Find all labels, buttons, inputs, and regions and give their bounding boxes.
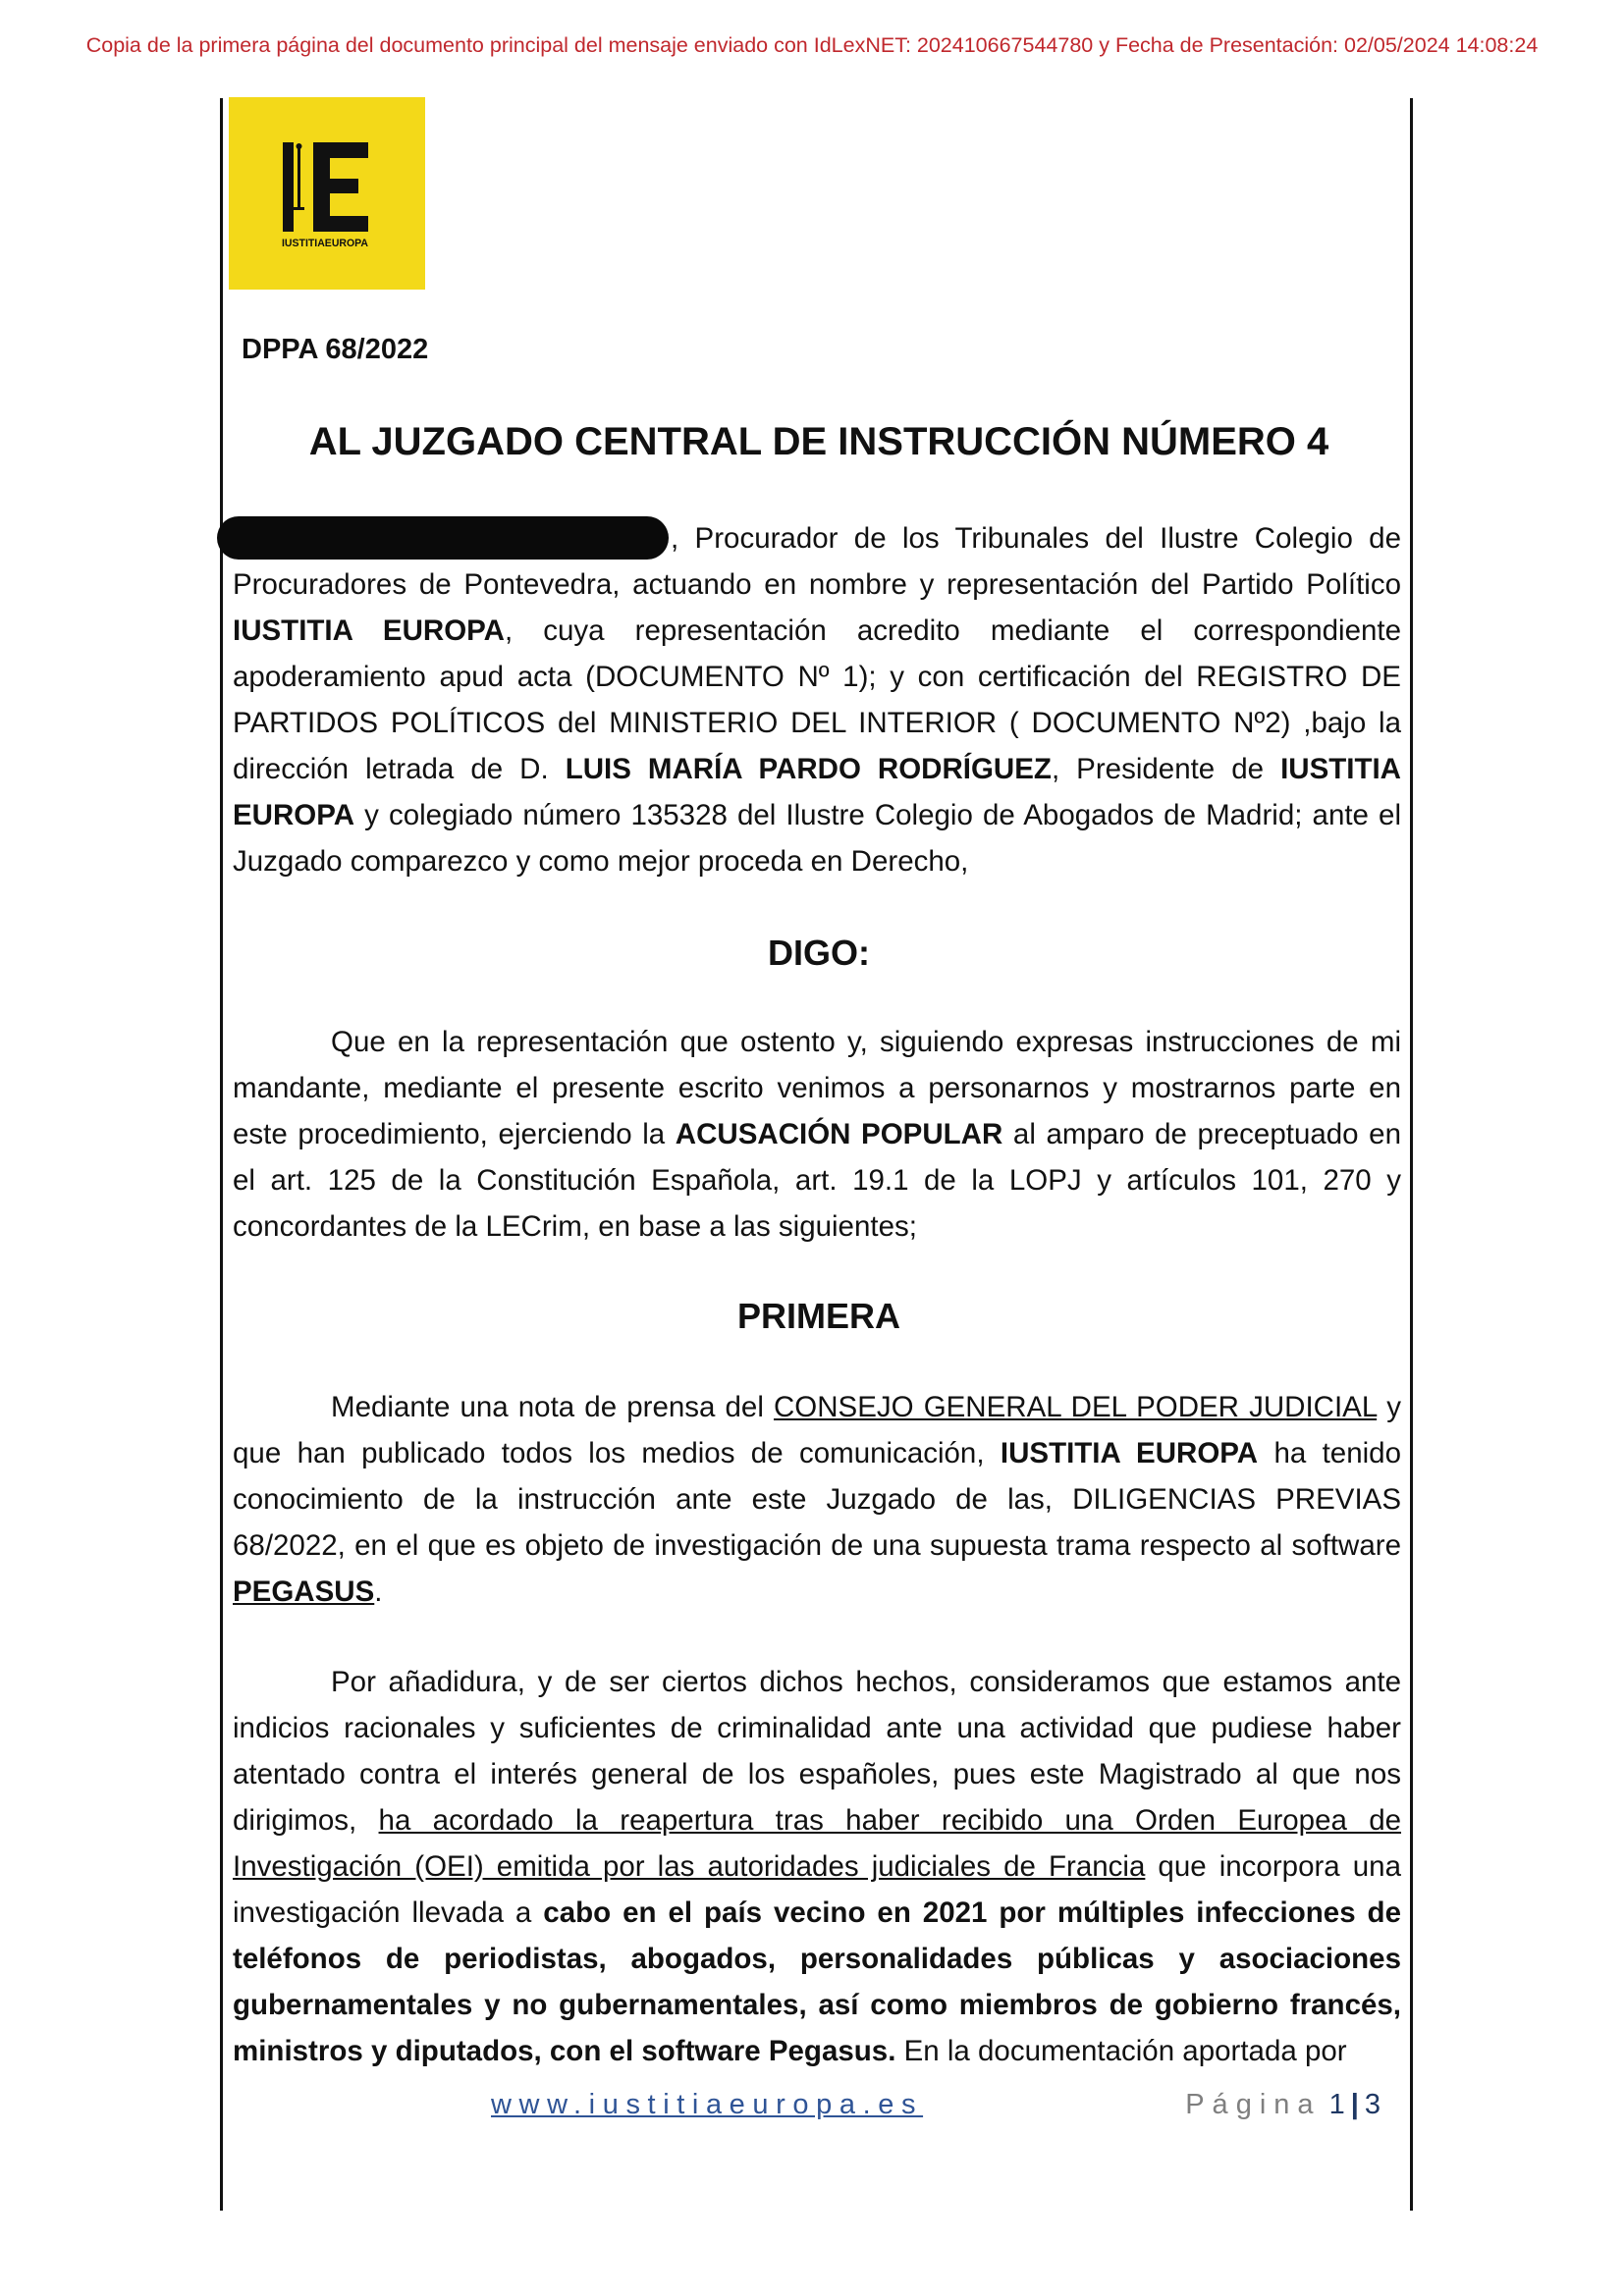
bold-run: IUSTITIA EUROPA <box>233 753 1401 831</box>
current-page: 1 <box>1328 2089 1345 2120</box>
primera-paragraph-2 <box>233 1659 1401 2074</box>
digo-heading: DIGO: <box>768 933 870 973</box>
text-run: , Presidente de <box>1051 753 1281 785</box>
svg-text:IUSTITIAEUROPA: IUSTITIAEUROPA <box>282 238 369 249</box>
text-run: y colegiado número 135328 del Ilustre Colegio de Abogados de Madrid; ante el Juzgado comparezco y como mejor proceda en Derecho, <box>233 799 1401 878</box>
website-link[interactable]: www.iustitiaeuropa.es <box>491 2089 924 2120</box>
text-run: y que han publicado todos los medios de comunicación, <box>233 1391 1401 1469</box>
text-run: que incorpora una investigación llevada a <box>233 1850 1401 1929</box>
primera-heading: PRIMERA <box>736 1296 900 1336</box>
header-stamp: Copia de la primera página del documento principal del mensaje enviado con IdLexNET: 202410667544780 y Fecha de Presentación: 02/05/2024 14:08:24 <box>85 33 1539 57</box>
redacted-name <box>217 516 669 560</box>
total-pages: 3 <box>1364 2089 1380 2120</box>
text-run: Por añadidura, y de ser ciertos dichos hechos, consideramos que estamos ante indicios racionales y suficientes de criminalidad ante una actividad que pudiese haber atentado contra el interés general de los españoles, pues este Magistrado al que nos dirigimos, <box>233 1666 1401 1837</box>
page-footer <box>233 2089 1405 2128</box>
digo-paragraph <box>233 1019 1401 1250</box>
page-label: Página <box>1185 2089 1322 2120</box>
scales-of-justice-icon <box>294 143 304 210</box>
document-title: AL JUZGADO CENTRAL DE INSTRUCCIÓN NÚMERO 4 <box>308 420 1329 463</box>
left-margin-line <box>220 98 223 2211</box>
bold-run: cabo en el país vecino en 2021 por múltiples infecciones de teléfonos de periodistas, abogados, personalidades públicas y asociaciones gubernamentales y no gubernamentales, así como miembros de gobierno francés, ministros y diputados, con el software Pegasus. <box>233 1896 1401 2067</box>
document-reference: DPPA 68/2022 <box>242 334 429 365</box>
underlined-run: CONSEJO GENERAL DEL PODER JUDICIAL <box>773 1391 1378 1423</box>
text-run: Mediante una nota de prensa del <box>331 1391 774 1423</box>
bold-run: IUSTITIA EUROPA <box>233 614 505 647</box>
right-margin-line <box>1410 98 1413 2211</box>
text-run: En la documentación aportada por <box>895 2035 1347 2067</box>
bold-run: IUSTITIA EUROPA <box>1000 1437 1259 1469</box>
text-run: , Procurador de los Tribunales del Ilustre Colegio de Procuradores de Pontevedra, actuando en nombre y representación del Partido Político <box>233 522 1401 601</box>
bold-run: ACUSACIÓN POPULAR <box>675 1118 1003 1150</box>
intro-paragraph <box>233 515 1401 884</box>
page-separator: | <box>1350 2089 1359 2120</box>
bold-underlined-run: PEGASUS <box>233 1575 375 1608</box>
bold-run: LUIS MARÍA PARDO RODRÍGUEZ <box>565 753 1052 785</box>
text-run: ha tenido conocimiento de la instrucción ante este Juzgado de las, DILIGENCIAS PREVIAS 68/2022, en el que es objeto de investigación de una supuesta trama respecto al software <box>233 1437 1401 1562</box>
text-run: , cuya representación acredito mediante el correspondiente apoderamiento apud acta (DOCUMENTO Nº 1); y con certificación del REGISTRO DE PARTIDOS POLÍTICOS del MINISTERIO DEL INTERIOR ( DOCUMENTO Nº2) ,bajo la dirección letrada de D. <box>233 614 1401 785</box>
text-run: . <box>374 1575 383 1608</box>
primera-paragraph-1 <box>233 1384 1401 1615</box>
text-run: Que en la representación que ostento y, siguiendo expresas instrucciones de mi mandante, mediante el presente escrito venimos a personarnos y mostrarnos parte en este procedimiento, ejerciendo la <box>233 1026 1401 1150</box>
underlined-run: ha acordado la reapertura tras haber recibido una Orden Europea de Investigación (OEI) emitida por las autoridades judiciales de Francia <box>233 1804 1402 1883</box>
iustitia-europa-logo <box>229 97 425 290</box>
page-number <box>1185 2089 1380 2121</box>
text-run: al amparo de preceptuado en el art. 125 de la Constitución Española, art. 19.1 de la LOPJ y artículos 101, 270 y concordantes de la LECrim, en base a las siguientes; <box>233 1118 1401 1243</box>
